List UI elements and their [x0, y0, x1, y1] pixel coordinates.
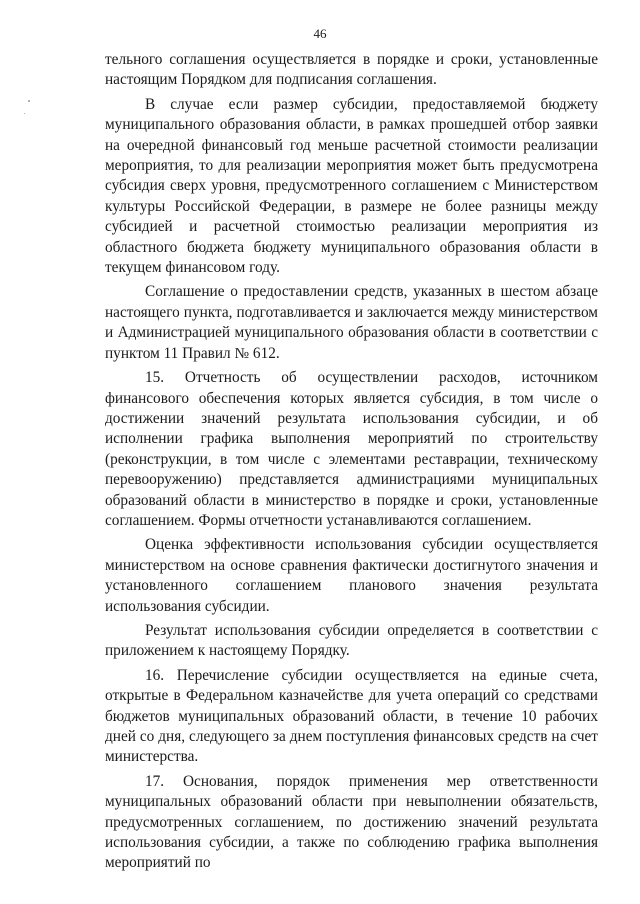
- paragraph-item-16: 16. Перечисление субсидии осуществляется на единые счета, открытые в Федеральном казначействе для учета операций со средствами бюджетов муниципальных образований области, в течение 10 рабочих дней со дня, следующего за днем поступления финансовых средств на счет министерства.: [105, 666, 598, 766]
- scan-speck: [28, 100, 30, 102]
- page-number: 46: [313, 26, 327, 41]
- paragraph-item-17: 17. Основания, порядок применения мер ответственности муниципальных образований области при невыполнении обязательств, предусмотренных соглашением, по достижению значений результата использования субсидии, а также по соблюдению графика выполнения мероприятий по: [105, 772, 598, 872]
- paragraph-continuation: тельного соглашения осуществляется в порядке и сроки, установленные настоящим Порядком для подписания соглашения.: [105, 51, 598, 89]
- body-text: [105, 50, 598, 878]
- paragraph-item-15: 15. Отчетность об осуществлении расходов, источником финансового обеспечения которых является субсидия, в том числе о достижении значений результата использования субсидии, и об исполнении графика выполнения мероприятий по строительству (реконструкции, в том числе с элементами реставрации, техническому перевооружению) представляется администрациями муниципальных образований области в министерство в порядке и сроки, установленные соглашением. Формы отчетности устанавливаются соглашением.: [105, 369, 598, 529]
- paragraph-efficiency: Оценка эффективности использования субсидии осуществляется министерством на основе сравнения фактически достигнутого значения и установленного соглашением планового значения результата использования субсидии.: [105, 536, 598, 615]
- paragraph-subsidy-difference: В случае если размер субсидии, предоставляемой бюджету муниципального образования области, в рамках прошедшей отбор заявки на очередной финансовый год меньше расчетной стоимости реализации мероприятия, то для реализации мероприятия может быть предусмотрена субсидия сверх уровня, предусмотренного соглашением с Министерством культуры Российской Федерации, в размере не более разницы между субсидией и расчетной стоимостью реализации мероприятия из областного бюджета бюджету муниципального образования области в текущем финансовом году.: [105, 95, 598, 277]
- paragraph-result: Результат использования субсидии определяется в соответствии с приложением к настоящему Порядку.: [105, 621, 598, 660]
- paragraph-agreement: Соглашение о предоставлении средств, указанных в шестом абзаце настоящего пункта, подготавливается и заключается между министерством и Администрацией муниципального образования области в соответствии с пунктом 11 Правил № 612.: [105, 283, 598, 362]
- scan-speck: [24, 113, 25, 114]
